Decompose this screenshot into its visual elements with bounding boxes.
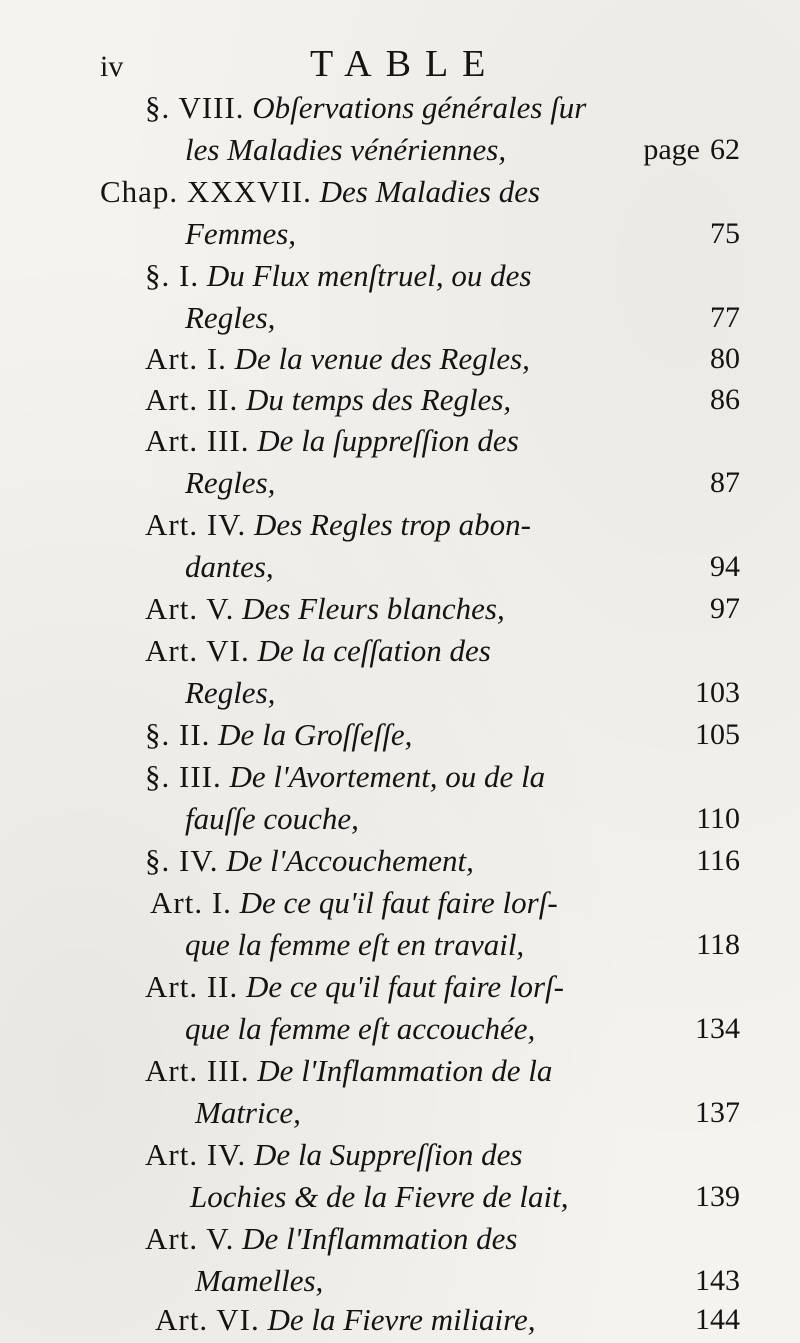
toc-page-number: 87 xyxy=(710,466,740,499)
toc-lead: §. II. xyxy=(145,717,211,752)
toc-page-number: 62 xyxy=(710,133,740,166)
toc-page-number: 97 xyxy=(710,592,740,625)
toc-title: De l'Accouchement, xyxy=(226,843,474,878)
toc-line xyxy=(185,296,740,340)
toc-line xyxy=(195,1091,740,1135)
toc-line xyxy=(185,212,740,256)
toc-title: Matrice, xyxy=(195,1095,301,1130)
toc-title: De l'Inflammation de la xyxy=(257,1053,553,1088)
toc-line xyxy=(145,1049,685,1093)
toc-lead: Art. II. xyxy=(145,969,239,1004)
toc-title: Regles, xyxy=(185,300,276,335)
toc-lead: Art. I. xyxy=(150,885,232,920)
toc-lead: Art. IV. xyxy=(145,507,247,542)
toc-title: De l'Avortement, ou de la xyxy=(229,759,546,794)
toc-page-number: 75 xyxy=(710,217,740,250)
toc-page-number: 110 xyxy=(696,802,740,835)
toc-lead: Art. I. xyxy=(145,341,227,376)
toc-lead: §. VIII. xyxy=(145,90,245,125)
toc-title: dantes, xyxy=(185,549,274,584)
toc-page-number: 143 xyxy=(695,1264,740,1297)
toc-line xyxy=(185,128,740,172)
toc-page-number: 116 xyxy=(696,844,740,877)
toc-line xyxy=(145,713,740,757)
toc-lead: §. III. xyxy=(145,759,222,794)
toc-line xyxy=(145,839,740,883)
toc-title: que la femme eſt en travail, xyxy=(185,927,525,962)
toc-title: De la ſuppreſſion des xyxy=(257,423,519,458)
toc-title: Regles, xyxy=(185,465,276,500)
toc-title: Du temps des Regles, xyxy=(245,382,512,417)
toc-line xyxy=(145,1217,685,1261)
toc-lead: Art. III. xyxy=(145,423,250,458)
toc-title: Lochies & de la Fievre de lait, xyxy=(190,1179,569,1214)
toc-page-number: 103 xyxy=(695,676,740,709)
toc-lead: Art. VI. xyxy=(155,1302,260,1337)
toc-line xyxy=(100,170,660,214)
toc-line xyxy=(145,755,685,799)
toc-title: les Maladies vénériennes, xyxy=(185,132,507,167)
toc-title: De la venue des Regles, xyxy=(234,341,530,376)
toc-line xyxy=(145,587,740,631)
page-word: page xyxy=(643,133,700,166)
toc-line xyxy=(145,419,685,463)
toc-line xyxy=(150,881,690,925)
toc-page-number: 105 xyxy=(695,718,740,751)
toc-page-number: 77 xyxy=(710,301,740,334)
toc-title: De ce qu'il faut faire lorſ- xyxy=(239,885,558,920)
toc-lead: Art. V. xyxy=(145,1221,235,1256)
toc-title: De l'Inflammation des xyxy=(242,1221,518,1256)
toc-page-number: 118 xyxy=(696,928,740,961)
toc-page-number: 80 xyxy=(710,342,740,375)
toc-line xyxy=(155,1298,740,1342)
toc-line xyxy=(145,503,685,547)
toc-line xyxy=(145,337,740,381)
toc-title: fauſſe couche, xyxy=(185,801,359,836)
toc-title: Des Regles trop abon- xyxy=(254,507,531,542)
toc-line xyxy=(145,1133,685,1177)
toc-line xyxy=(195,1259,740,1303)
toc-title: que la femme eſt accouchée, xyxy=(185,1011,536,1046)
toc-line xyxy=(145,378,740,422)
toc-page-number: 94 xyxy=(710,550,740,583)
toc-title: De la Fievre miliaire, xyxy=(267,1302,536,1337)
toc-title: Mamelles, xyxy=(195,1263,324,1298)
toc-lead: Art. IV. xyxy=(145,1137,247,1172)
toc-line xyxy=(145,254,685,298)
toc-title: Des Maladies des xyxy=(319,174,541,209)
toc-page-number: 86 xyxy=(710,383,740,416)
toc-lead: Art. III. xyxy=(145,1053,250,1088)
toc-title: De la Groſſeſſe, xyxy=(218,717,413,752)
toc-title: Des Fleurs blanches, xyxy=(242,591,505,626)
toc-page-number: 137 xyxy=(695,1096,740,1129)
toc-line xyxy=(185,671,740,715)
toc-line xyxy=(145,965,685,1009)
toc-line xyxy=(185,923,740,967)
page-number: iv xyxy=(100,50,124,83)
toc-line xyxy=(145,629,685,673)
toc-title: Femmes, xyxy=(185,216,297,251)
toc-page xyxy=(643,128,740,172)
toc-line xyxy=(185,545,740,589)
toc-title: Obſervations générales ſur xyxy=(252,90,587,125)
toc-page-number: 144 xyxy=(695,1303,740,1336)
toc-lead: §. IV. xyxy=(145,843,219,878)
toc-lead: Chap. XXXVII. xyxy=(100,174,312,209)
toc-line xyxy=(185,461,740,505)
toc-line xyxy=(145,86,685,130)
toc-line xyxy=(190,1175,740,1219)
toc-line xyxy=(185,797,740,841)
toc-page-number: 139 xyxy=(695,1180,740,1213)
toc-lead: Art. V. xyxy=(145,591,235,626)
toc-title: De la Suppreſſion des xyxy=(254,1137,523,1172)
toc-title: De ce qu'il faut faire lorſ- xyxy=(245,969,564,1004)
toc-lead: §. I. xyxy=(145,258,200,293)
toc-title: Du Flux menſtruel, ou des xyxy=(206,258,532,293)
toc-lead: Art. VI. xyxy=(145,633,250,668)
toc-lead: Art. II. xyxy=(145,382,239,417)
toc-title: Regles, xyxy=(185,675,276,710)
running-head xyxy=(100,42,700,92)
toc-line xyxy=(185,1007,740,1051)
page-title: TABLE xyxy=(310,43,500,85)
toc-page-number: 134 xyxy=(695,1012,740,1045)
toc-title: De la ceſſation des xyxy=(257,633,491,668)
